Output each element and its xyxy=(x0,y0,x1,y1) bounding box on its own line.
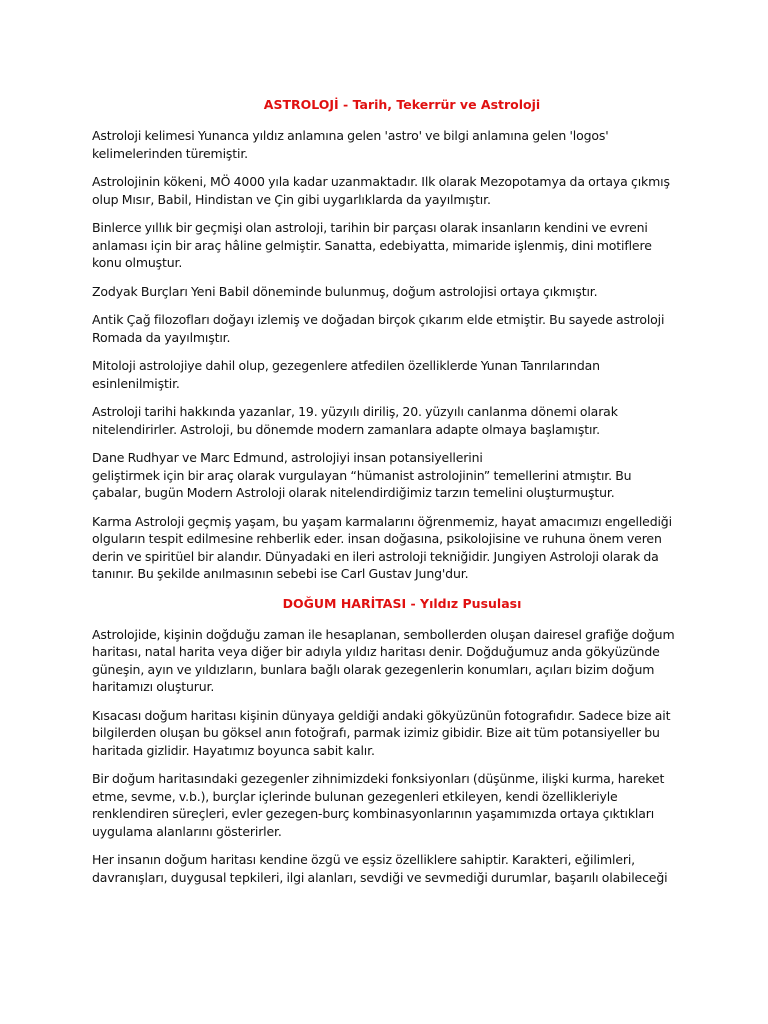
paragraph-line: haritada gizlidir. Hayatımız boyunca sabit kalır. xyxy=(92,742,375,758)
paragraph-line: olguların tespit edilmesine rehberlik eder. insan doğasına, psikolojisine ve ruhuna önem veren xyxy=(92,531,662,546)
paragraph-line: Romada da yayılmıştır. xyxy=(92,329,231,345)
paragraph-line: olup Mısır, Babil, Hindistan ve Çin gibi uygarlıklarda da yayılmıştır. xyxy=(92,191,491,207)
paragraph xyxy=(92,449,712,502)
paragraph-line: güneşin, ayın ve yıldızların, bunlara bağlı olarak gezegenlerin konumları, açıları bizim doğum xyxy=(92,661,655,677)
paragraph-line: haritamızı oluşturur. xyxy=(92,679,215,694)
paragraph-line: konu olmuştur. xyxy=(92,255,183,270)
section-heading-dogum-haritasi: DOĞUM HARİTASI - Yıldız Pusulası xyxy=(282,595,522,611)
paragraph-line: çabalar, bugün Modern Astroloji olarak nitelendirdiğimiz tarzın temelini oluşturmuştur. xyxy=(92,485,615,500)
paragraph-line: Bir doğum haritasındaki gezegenler zihnimizdeki fonksiyonları (düşünme, ilişki kurma, hareket xyxy=(92,771,665,786)
paragraph-line: derin ve spiritüel bir alandır. Dünyadaki en ileri astroloji tekniğidir. Jungiyen Astroloji olarak da xyxy=(92,548,659,564)
paragraph-line: Astroloji kelimesi Yunanca yıldız anlamına gelen 'astro' ve bilgi anlamına gelen 'logos' xyxy=(92,128,609,143)
paragraph-line: uygulama alanlarını gösterirler. xyxy=(92,823,282,839)
paragraph xyxy=(92,219,712,272)
paragraph-line: anlaması için bir araç hâline gelmiştir. Sanatta, edebiyatta, mimaride işlenmiş, dini motiflere xyxy=(92,237,652,253)
paragraph xyxy=(92,626,712,696)
paragraph-line: Binlerce yıllık bir geçmişi olan astroloji, tarihin bir parçası olarak insanların kendini ve evreni xyxy=(92,220,648,235)
section-dogum-haritasi-body xyxy=(92,626,712,887)
paragraph-line: Kısacası doğum haritası kişinin dünyaya geldiği andaki gökyüzünün fotografıdır. Sadece bize ait xyxy=(92,707,671,723)
paragraph-line: geliştirmek için bir araç olarak vurgulayan “hümanist astrolojinin” temellerini atmıştır. Bu xyxy=(92,467,632,483)
paragraph xyxy=(92,283,712,301)
paragraph-line: etme, sevme, v.b.), burçlar içlerinde bulunan gezegenleri etkileyen, kendi özellikleriyle xyxy=(92,788,618,804)
paragraph-line: Her insanın doğum haritası kendine özgü ve eşsiz özelliklere sahiptir. Karakteri, eğilimleri, xyxy=(92,852,635,867)
paragraph-line: Astrolojinin kökeni, MÖ 4000 yıla kadar uzanmaktadır. Ilk olarak Mezopotamya da ortaya çıkmış xyxy=(92,174,670,189)
paragraph-line: Astrolojide, kişinin doğduğu zaman ile hesaplanan, sembollerden oluşan dairesel grafiğe doğum xyxy=(92,626,675,642)
paragraph xyxy=(92,127,712,162)
paragraph-line: Karma Astroloji geçmiş yaşam, bu yaşam karmalarını öğrenmemiz, hayat amacımızı engellediği xyxy=(92,513,672,529)
paragraph-line: Mitoloji astrolojiye dahil olup, gezegenlere atfedilen özelliklerde Yunan Tanrılarından xyxy=(92,358,600,373)
paragraph-line: kelimelerinden türemiştir. xyxy=(92,145,248,161)
paragraph-line: bilgilerden oluşan bu göksel anın fotoğrafı, parmak izimiz gibidir. Bize ait tüm potansiyeller bu xyxy=(92,725,660,740)
paragraph xyxy=(92,770,712,840)
document-page xyxy=(92,96,712,897)
paragraph xyxy=(92,173,712,208)
paragraph xyxy=(92,403,712,438)
section-heading-astroloji: ASTROLOJİ - Tarih, Tekerrür ve Astroloji xyxy=(263,97,541,112)
paragraph-line: Antik Çağ filozofları doğayı izlemiş ve doğadan birçok çıkarım elde etmiştir. Bu sayede astroloji xyxy=(92,312,665,327)
paragraph-line: haritası, natal harita veya diğer bir adıyla yıldız haritası denir. Doğduğumuz anda gökyüzünde xyxy=(92,644,660,659)
paragraph-line: Dane Rudhyar ve Marc Edmund, astrolojiyi insan potansiyellerini xyxy=(92,450,483,465)
paragraph xyxy=(92,851,712,886)
section-astroloji-body xyxy=(92,127,712,583)
paragraph-line: davranışları, duygusal tepkileri, ilgi alanları, sevdiği ve sevmediği durumlar, başarılı olabileceği xyxy=(92,869,668,885)
paragraph-line: Astroloji tarihi hakkında yazanlar, 19. yüzyılı diriliş, 20. yüzyılı canlanma dönemi olarak xyxy=(92,404,618,419)
paragraph-line: renklendiren süreçleri, evler gezegen-burç kombinasyonlarının yaşamımızda ortaya çıktıkları xyxy=(92,806,655,821)
paragraph-line: tanınır. Bu şekilde anılmasının sebebi ise Carl Gustav Jung'dur. xyxy=(92,566,469,581)
paragraph xyxy=(92,707,712,760)
paragraph xyxy=(92,513,712,583)
paragraph-line: esinlenilmiştir. xyxy=(92,375,180,391)
paragraph-line: Zodyak Burçları Yeni Babil döneminde bulunmuş, doğum astrolojisi ortaya çıkmıştır. xyxy=(92,283,598,299)
paragraph-line: nitelendirirler. Astroloji, bu dönemde modern zamanlara adapte olmaya başlamıştır. xyxy=(92,421,600,437)
paragraph xyxy=(92,311,712,346)
paragraph xyxy=(92,357,712,392)
